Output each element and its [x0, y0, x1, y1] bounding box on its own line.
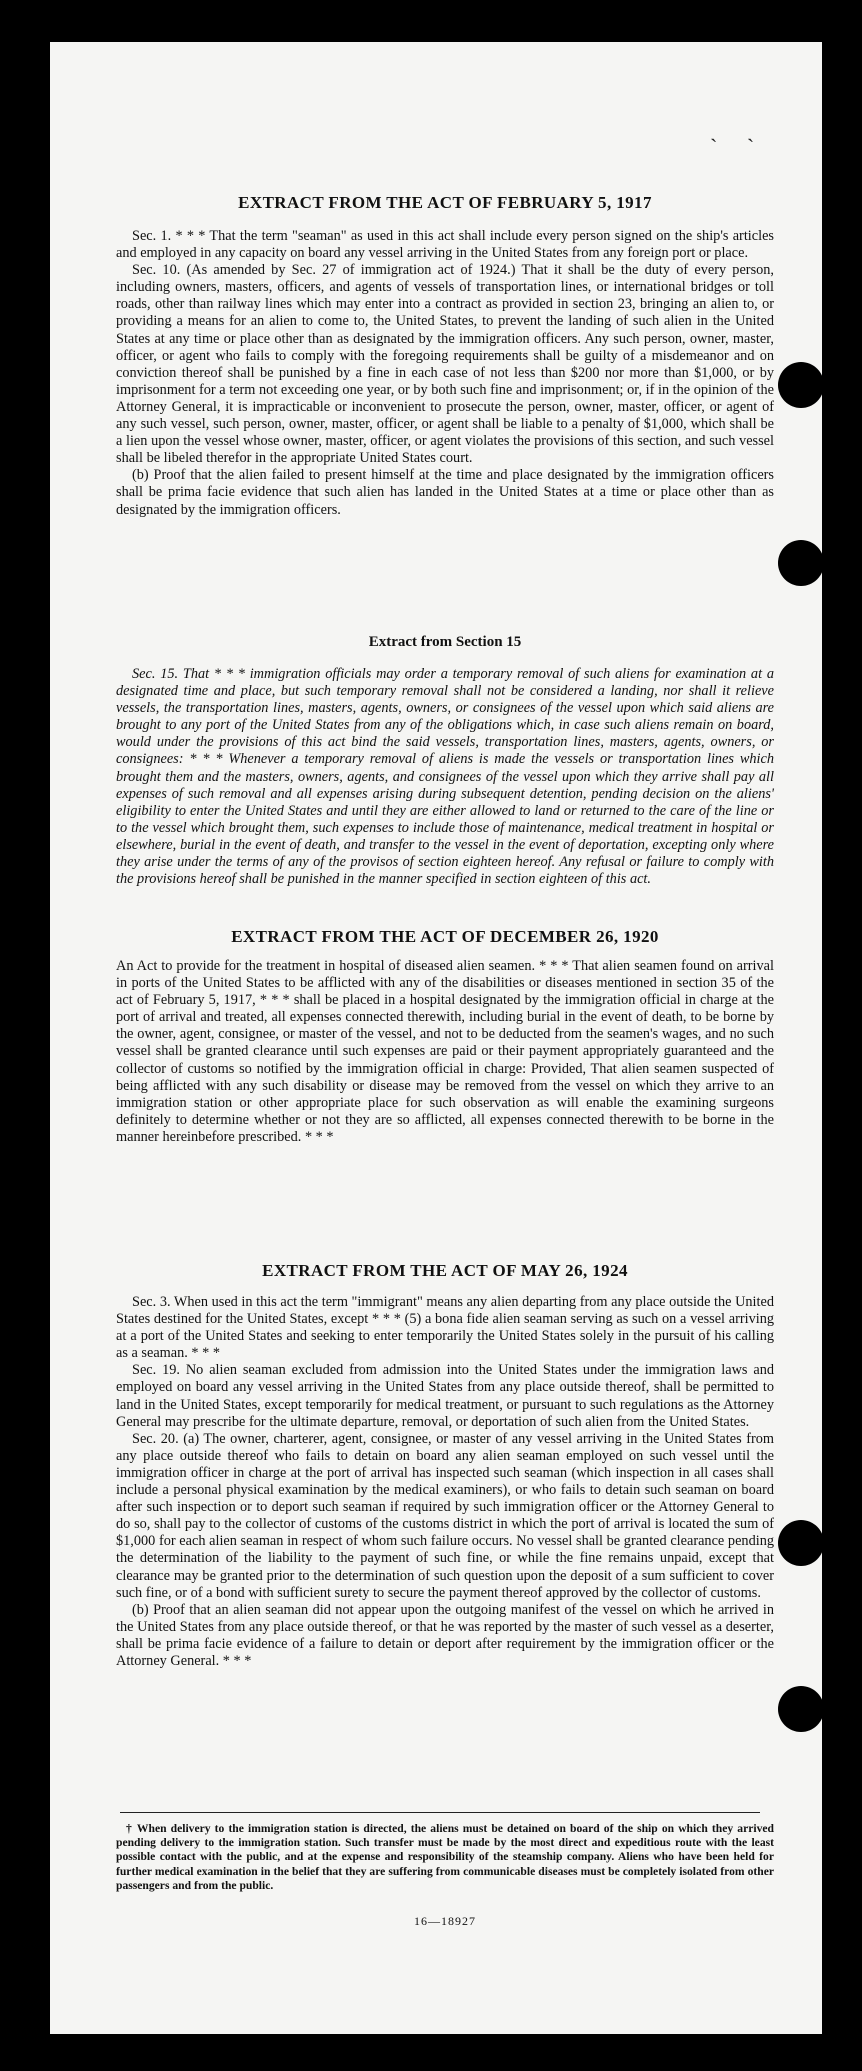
punch-hole-4	[778, 1686, 824, 1732]
punch-hole-1	[778, 362, 824, 408]
act-1920-paragraph: An Act to provide for the treatment in hospital of diseased alien seamen. * * * That alien seamen found on arrival in ports of the United States to be afflicted with any of the disabilities or diseases mentioned in section 35 of the act of February 5, 1917, * * * shall be placed in a hospital designated by the immigration official in charge at the port of arrival and treated, all expenses connected therewith, including burial in the event of death, to be borne by the owner, agent, consignee, or master of the vessel, and not to be deducted from the seamen's wages, and no such vessel shall be granted clearance until such expenses are paid or their payment appropriately guaranteed and the collector of customs so notified by the immigration official in charge: Provided, That alien seamen suspected of being afflicted with any such disability or disease may be removed from the vessel on which they arrive to an immigration station or other appropriate place for such observation as will enable the examining surgeons definitely to determine whether or not they are so afflicted, all expenses connected therewith to be borne in the manner hereinbefore prescribed. * * *	[116, 958, 774, 1145]
heading-act-1920: EXTRACT FROM THE ACT OF DECEMBER 26, 1920	[231, 927, 659, 946]
section-act-1917	[116, 192, 774, 519]
sec-20-b-paragraph: (b) Proof that an alien seaman did not appear upon the outgoing manifest of the vessel on which he arrived in the United States from any place outside thereof, or that he was reported by the master of such vessel as a deserter, shall be prima facie evidence of a failure to detain or deport after requirement by the immigration officer or the Attorney General. * * *	[116, 1601, 774, 1669]
heading-section-15: Extract from Section 15	[368, 634, 522, 650]
document-page	[50, 42, 822, 2034]
sec-15-paragraph: Sec. 15. That * * * immigration officials may order a temporary removal of such aliens for examination at a designated time and place, but such temporary removal shall not be considered a landing, nor shall it relieve vessels, the transportation lines, masters, agents, owners, or consignees of the vessel upon which said aliens are brought to any port of the United States from any of the obligations which, in case such aliens remain on board, would under the provisions of this act bind the said vessels, transportation lines, masters, agents, owners, or consignees: * * * Whenever a temporary removal of aliens is made the vessels or transportation lines which brought them and the masters, owners, agents, and consignees of the vessel upon which they arrive shall pay all expenses of such removal and all expenses arising during subsequent detention, pending decision on the aliens' eligibility to enter the United States and until they are either allowed to land or returned to the care of the line or to the vessel which brought them, such expenses to include those of maintenance, medical treatment in hospital or elsewhere, burial in the event of death, and transfer to the vessel in the event of deportation, excepting only where they arise under the terms of any of the provisos of section eighteen hereof. Any refusal or failure to comply with the provisions hereof shall be punished in the manner specified in section eighteen of this act.	[116, 666, 774, 888]
punch-hole-2	[778, 540, 824, 586]
page-number: 16—18927	[414, 1914, 476, 1928]
heading-act-1917: EXTRACT FROM THE ACT OF FEBRUARY 5, 1917	[238, 193, 652, 212]
sec-1-paragraph: Sec. 1. * * * That the term "seaman" as used in this act shall include every person signed on the ship's articles and employed in any capacity on board any vessel arriving in the United States from any foreign port or place.	[116, 228, 774, 262]
punch-hole-3	[778, 1520, 824, 1566]
page-footer	[116, 1914, 774, 1929]
sec-10-b-paragraph: (b) Proof that the alien failed to present himself at the time and place designated by the immigration officers shall be prima facie evidence that such alien has landed in the United States at a time or place other than as designated by the immigration officers.	[116, 467, 774, 518]
section-act-1924	[116, 1260, 774, 1670]
sec-10-paragraph: Sec. 10. (As amended by Sec. 27 of immigration act of 1924.) That it shall be the duty of every person, including owners, masters, officers, and agents of vessels of transportation lines, or international bridges or toll roads, other than railway lines which may enter into a contract as provided in section 23, bringing an alien to, or providing a means for an alien to come to, the United States, to prevent the landing of such alien in the United States at any time or place other than as designated by the immigration officers. Any such person, owner, master, officer, or agent who fails to comply with the foregoing requirements shall be guilty of a misdemeanor and on conviction thereof shall be punished by a fine in each case of not less than $200 nor more than $1,000, or by imprisonment for a term not exceeding one year, or by both such fine and imprisonment; or, if in the opinion of the Attorney General, it is impracticable or inconvenient to prosecute the person, owner, master, officer, or agent of any such vessel, such person, owner, master, officer, or agent shall be liable to a penalty of $1,000, which shall be a lien upon the vessel whose owner, master, officer, or agent violates the provisions of this section, and such vessel shall be libeled therefor in the appropriate United States court.	[116, 262, 774, 467]
page-specks: ` `	[710, 134, 767, 159]
section-act-1920	[116, 926, 774, 1146]
footnote-block	[116, 1822, 774, 1893]
heading-act-1924: EXTRACT FROM THE ACT OF MAY 26, 1924	[262, 1261, 628, 1280]
footnote-rule	[120, 1812, 760, 1813]
sec-20-a-paragraph: Sec. 20. (a) The owner, charterer, agent, consignee, or master of any vessel arriving in the United States from any place outside thereof who fails to detain on board any alien seaman employed on such vessel until the immigration officer in charge at the port of arrival has inspected such seaman (which inspection in all cases shall include a personal physical examination by the medical examiners), or who fails to detain such seaman on board after such inspection or to deport such seaman if required by such immigration officer or the Attorney General to do so, shall pay to the collector of customs of the customs district in which the port of arrival is located the sum of $1,000 for each alien seaman in respect of whom such failure occurs. No vessel shall be granted clearance pending the determination of the liability to the payment of such fine, or while the fine remains unpaid, except that clearance may be granted prior to the determination of such question upon the deposit of a sum sufficient to cover such fine, or of a bond with sufficient surety to secure the payment thereof approved by the collector of customs.	[116, 1430, 774, 1601]
section-15-extract	[116, 632, 774, 888]
sec-19-paragraph: Sec. 19. No alien seaman excluded from admission into the United States under the immigration laws and employed on board any vessel arriving in the United States from any place outside thereof, shall be permitted to land in the United States, except temporarily for medical treatment, or pursuant to such regulations as the Attorney General may prescribe for the ultimate departure, removal, or deportation of such alien from the United States.	[116, 1362, 774, 1430]
sec-3-paragraph: Sec. 3. When used in this act the term "immigrant" means any alien departing from any place outside the United States destined for the United States, except * * * (5) a bona fide alien seaman serving as such on a vessel arriving at a port of the United States and seeking to enter temporarily the United States solely in the pursuit of his calling as a seaman. * * *	[116, 1294, 774, 1362]
footnote-text: † When delivery to the immigration station is directed, the aliens must be detained on board of the ship on which they arrived pending delivery to the immigration station. Such transfer must be made by the most direct and expeditious route with the least possible contact with the public, and at the expense and responsibility of the steamship company. Aliens who have been held for further medical examination in the belief that they are suffering from communicable diseases must be completely isolated from other passengers and from the public.	[116, 1822, 774, 1892]
